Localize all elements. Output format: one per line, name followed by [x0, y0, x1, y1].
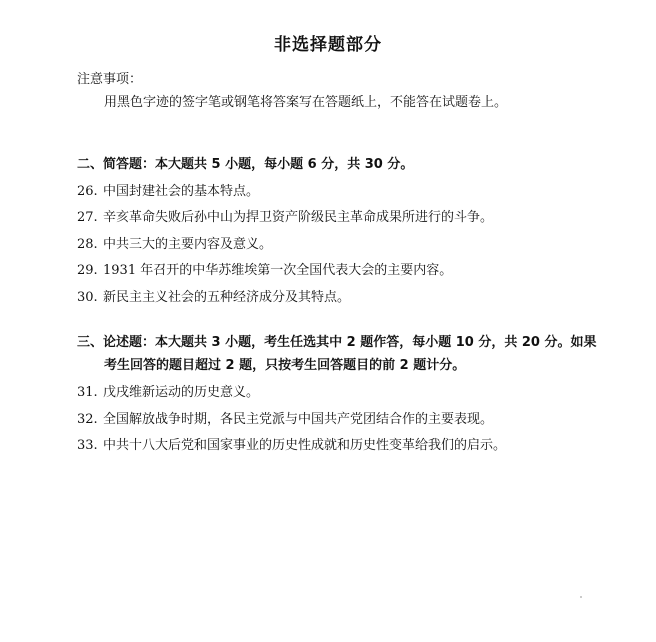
question-text: 中共十八大后党和国家事业的历史性成就和历史性变革给我们的启示。: [103, 438, 507, 453]
notice-body: 用黑色字迹的签字笔或钢笔将答案写在答题纸上，不能答在试题卷上。: [104, 95, 508, 110]
question-number: 29.: [77, 263, 98, 278]
question-31: [77, 381, 259, 400]
question-number: 28.: [77, 237, 98, 252]
question-text: 辛亥革命失败后孙中山为捍卫资产阶级民主革命成果所进行的斗争。: [103, 210, 494, 225]
question-32: [77, 408, 493, 427]
section-heading-essay-continued: 考生回答的题目超过 2 题，只按考生回答题目的前 2 题计分。: [104, 358, 466, 373]
question-number: 33.: [77, 438, 98, 453]
question-28: [77, 233, 272, 252]
question-number: 27.: [77, 210, 98, 225]
question-text: 新民主主义社会的五种经济成分及其特点。: [103, 290, 351, 305]
question-number: 32.: [77, 412, 98, 427]
question-30: [77, 286, 350, 305]
question-number: 31.: [77, 385, 98, 400]
question-26: [77, 180, 259, 199]
question-text: 中国封建社会的基本特点。: [103, 184, 260, 199]
notice-heading: 注意事项：: [77, 72, 143, 87]
page-title: 非选择题部分: [274, 35, 382, 55]
question-text: 中共三大的主要内容及意义。: [103, 237, 273, 252]
question-number: 30.: [77, 290, 98, 305]
section-heading-short-answer: 二、简答题：本大题共 5 小题，每小题 6 分，共 30 分。: [77, 157, 414, 172]
scan-speck: [580, 596, 582, 598]
question-number: 26.: [77, 184, 98, 199]
section-heading-essay: 三、论述题：本大题共 3 小题，考生任选其中 2 题作答，每小题 10 分，共 20 分。如果: [77, 335, 597, 350]
question-29: [77, 259, 452, 278]
question-33: [77, 434, 506, 453]
question-27: [77, 206, 493, 225]
question-text: 1931 年召开的中华苏维埃第一次全国代表大会的主要内容。: [103, 263, 453, 278]
question-text: 戊戌维新运动的历史意义。: [103, 385, 260, 400]
question-text: 全国解放战争时期，各民主党派与中国共产党团结合作的主要表现。: [103, 412, 494, 427]
